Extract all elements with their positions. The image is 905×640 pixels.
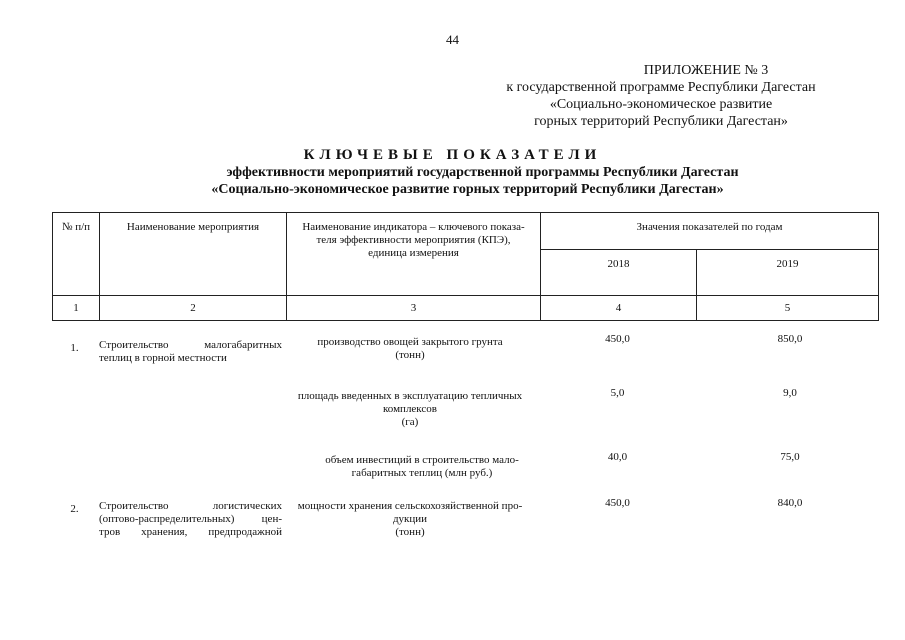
value-2018: 450,0 bbox=[605, 333, 630, 345]
activity-name-line: теплиц в горной местности bbox=[99, 352, 227, 364]
indicator-line: производство овощей закрытого грунта bbox=[317, 336, 503, 348]
row-index: 1. bbox=[70, 342, 79, 354]
document-heading: КЛЮЧЕВЫЕ ПОКАЗАТЕЛИ bbox=[303, 147, 602, 163]
appendix-line: «Социально-экономическое развитие bbox=[549, 97, 773, 112]
indicator-line: комплексов bbox=[383, 403, 437, 415]
column-number: 5 bbox=[697, 296, 879, 321]
header-indicator-line: единица измерения bbox=[368, 247, 459, 259]
header-activity: Наименование мероприятия bbox=[100, 213, 287, 296]
value-2018: 40,0 bbox=[607, 451, 628, 463]
activity-name bbox=[99, 339, 282, 365]
header-values: Значения показателей по годам bbox=[541, 213, 879, 250]
indicator-text bbox=[285, 454, 535, 480]
appendix-line: к государственной программе Республики Дагестан bbox=[506, 80, 816, 95]
header-year-2019: 2019 bbox=[697, 250, 879, 296]
column-number: 1 bbox=[53, 296, 100, 321]
document-subheading: эффективности мероприятий государственной программы Республики Дагестан bbox=[226, 165, 739, 180]
header-indicator-line: Наименование индикатора – ключевого показа- bbox=[302, 221, 525, 233]
indicator-text bbox=[285, 336, 535, 362]
header-year-2018: 2018 bbox=[541, 250, 697, 296]
indicators-table-header bbox=[52, 212, 879, 321]
value-2019: 840,0 bbox=[777, 497, 803, 509]
header-num: № п/п bbox=[53, 213, 100, 296]
activity-name-line: Строительство логистических bbox=[99, 500, 282, 512]
indicator-line: объем инвестиций в строительство мало- bbox=[325, 454, 519, 466]
indicator-line: площадь введенных в эксплуатацию тепличных bbox=[297, 390, 523, 402]
header-indicator-line: теля эффективности мероприятия (КПЭ), bbox=[316, 234, 511, 246]
value-2018: 450,0 bbox=[605, 497, 630, 509]
column-number: 2 bbox=[100, 296, 287, 321]
indicator-line: мощности хранения сельскохозяйственной про- bbox=[297, 500, 523, 512]
row-index: 2. bbox=[70, 503, 79, 515]
indicator-text bbox=[285, 500, 535, 539]
value-2018: 5,0 bbox=[610, 387, 625, 399]
activity-name bbox=[99, 500, 282, 539]
value-2019: 75,0 bbox=[780, 451, 800, 463]
document-subheading: «Социально-экономическое развитие горных территорий Республики Дагестан» bbox=[211, 182, 724, 197]
indicator-line: (га) bbox=[401, 416, 419, 428]
header-indicator bbox=[287, 213, 541, 296]
value-2019: 850,0 bbox=[777, 333, 803, 345]
column-number: 4 bbox=[541, 296, 697, 321]
activity-name-line: тров хранения, предпродажной bbox=[99, 526, 282, 538]
indicator-line: габаритных теплиц (млн руб.) bbox=[351, 467, 493, 479]
page-number: 44 bbox=[446, 32, 459, 47]
appendix-block bbox=[470, 62, 852, 130]
activity-name-line: (оптово-распределительных) цен- bbox=[99, 513, 282, 525]
indicator-line: (тонн) bbox=[395, 526, 425, 538]
indicator-line: (тонн) bbox=[395, 349, 425, 361]
indicator-line: дукции bbox=[392, 513, 428, 525]
appendix-title: ПРИЛОЖЕНИЕ № 3 bbox=[643, 63, 769, 78]
value-2019: 9,0 bbox=[783, 387, 797, 399]
indicator-text bbox=[285, 390, 535, 429]
activity-name-line: Строительство малогабаритных bbox=[99, 339, 282, 351]
column-number: 3 bbox=[287, 296, 541, 321]
appendix-line: горных территорий Республики Дагестан» bbox=[534, 114, 788, 129]
